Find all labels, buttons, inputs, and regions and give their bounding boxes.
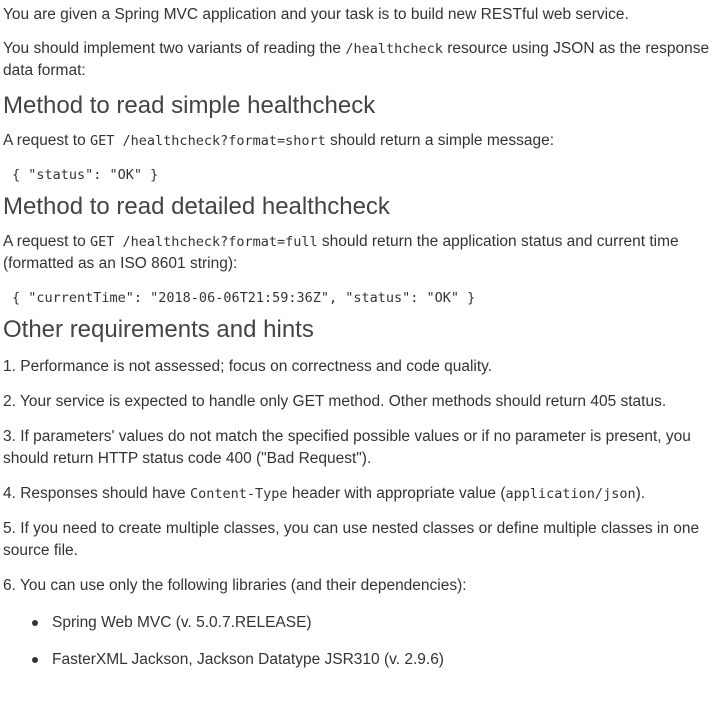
library-name: FasterXML Jackson, Jackson Datatype JSR310 (v. 2.9.6) <box>52 651 444 668</box>
library-item <box>32 649 723 671</box>
requirement-item-6 <box>3 575 723 671</box>
content-type-code: Content-Type <box>189 486 288 502</box>
requirement-4-prefix: 4. Responses should have <box>3 485 190 502</box>
simple-request-paragraph <box>3 130 723 152</box>
detailed-request-code: GET /healthcheck?format=full <box>90 234 318 250</box>
intro-text-2-suffix: resource using JSON as the response data format: <box>3 40 710 79</box>
detailed-response-example: { "currentTime": "2018-06-06T21:59:36Z", "status": "OK" } <box>12 290 476 306</box>
application-json-code: application/json <box>505 486 636 502</box>
bullet-icon <box>32 620 38 626</box>
simple-response-example: { "status": "OK" } <box>12 167 159 183</box>
requirement-item-1: 1. Performance is not assessed; focus on correctness and code quality. <box>3 358 493 375</box>
detailed-request-paragraph <box>3 231 723 275</box>
libraries-list <box>3 612 723 671</box>
intro-text-2-prefix: You should implement two variants of reading the <box>3 40 346 57</box>
requirement-item-2: 2. Your service is expected to handle only GET method. Other methods should return 405 status. <box>3 393 667 410</box>
intro-paragraph-1 <box>3 4 723 26</box>
intro-text-1: You are given a Spring MVC application and your task is to build new RESTful web service. <box>3 6 629 23</box>
heading-other-requirements: Other requirements and hints <box>3 316 314 343</box>
simple-request-code: GET /healthcheck?format=short <box>90 133 326 149</box>
requirement-item-3: 3. If parameters' values do not match the specified possible values or if no parameter is present, you should return HTTP status code 400 ("Bad Request"). <box>3 428 691 467</box>
requirement-item-5: 5. If you need to create multiple classes, you can use nested classes or define multiple classes in one source file. <box>3 520 700 559</box>
bullet-icon <box>32 657 38 663</box>
intro-paragraph-2 <box>3 38 723 82</box>
requirement-4-suffix: ). <box>635 485 646 502</box>
simple-lead-suffix: should return a simple message: <box>325 132 555 149</box>
requirement-6-text: 6. You can use only the following libraries (and their dependencies): <box>3 577 467 594</box>
healthcheck-resource-code: /healthcheck <box>345 41 443 57</box>
library-item <box>32 612 723 634</box>
requirement-item-4 <box>3 483 723 505</box>
heading-detailed-healthcheck: Method to read detailed healthcheck <box>3 193 390 220</box>
requirement-4-middle: header with appropriate value ( <box>287 485 506 502</box>
library-name: Spring Web MVC (v. 5.0.7.RELEASE) <box>52 614 312 631</box>
simple-lead-prefix: A request to <box>3 132 91 149</box>
detailed-lead-suffix: should return the application status and current time (formatted as an ISO 8601 string): <box>3 233 679 272</box>
heading-simple-healthcheck: Method to read simple healthcheck <box>3 92 376 119</box>
requirements-list <box>3 356 723 671</box>
detailed-lead-prefix: A request to <box>3 233 91 250</box>
